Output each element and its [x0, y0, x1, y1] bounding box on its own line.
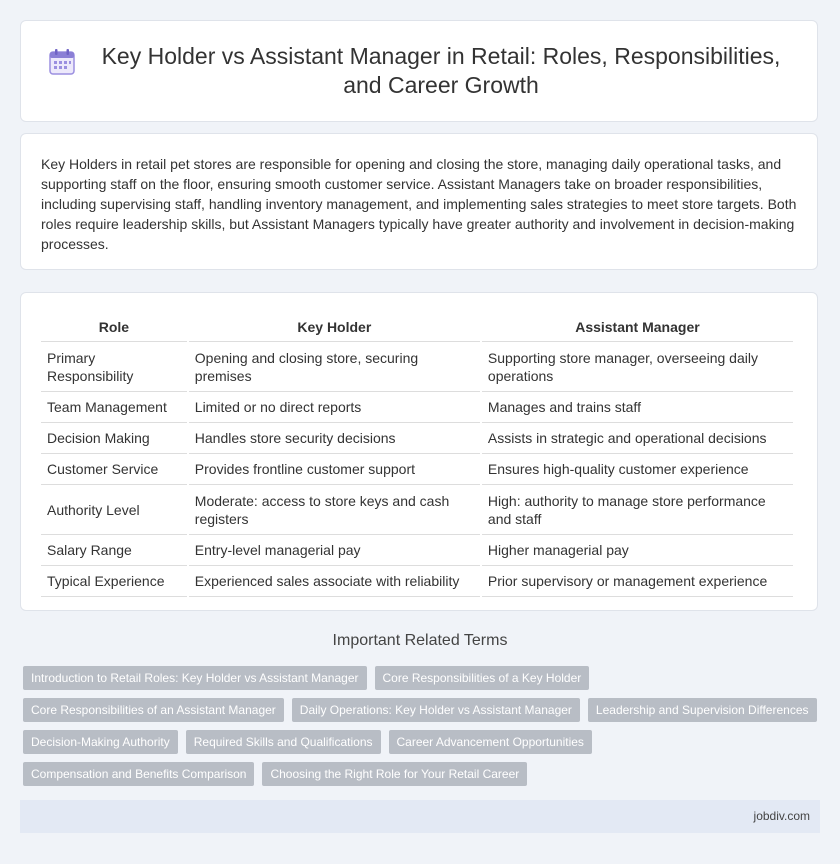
table-cell: Customer Service: [41, 454, 187, 485]
table-cell: Entry-level managerial pay: [189, 535, 480, 566]
intro-paragraph: Key Holders in retail pet stores are responsible for opening and closing the store, managing daily operational tasks, and supporting staff on the floor, ensuring smooth customer service. Assistant Managers take on broader responsibilities, including supervising staff, handling inventory management, and implementing sales strategies to meet store targets. Both roles require leadership skills, but Assistant Managers typically have greater authority and involvement in decision-making processes.: [41, 156, 797, 252]
comparison-table: [39, 309, 795, 597]
related-term-tag[interactable]: Career Advancement Opportunities: [389, 730, 592, 754]
table-cell: Salary Range: [41, 535, 187, 566]
related-term-tag[interactable]: Decision-Making Authority: [23, 730, 178, 754]
table-cell: Typical Experience: [41, 566, 187, 597]
footer: [20, 800, 820, 833]
table-row: [41, 342, 793, 392]
related-term-tag[interactable]: Introduction to Retail Roles: Key Holder vs Assistant Manager: [23, 666, 367, 690]
table-header-row: [41, 309, 793, 342]
table-cell: Limited or no direct reports: [189, 392, 480, 423]
table-cell: High: authority to manage store performance and staff: [482, 485, 793, 535]
related-term-tag[interactable]: Daily Operations: Key Holder vs Assistant Manager: [292, 698, 580, 722]
header-key-holder: Key Holder: [189, 309, 480, 342]
related-terms-tags: [23, 666, 823, 794]
table-cell: Manages and trains staff: [482, 392, 793, 423]
table-row: [41, 535, 793, 566]
table-row: [41, 485, 793, 535]
table-row: [41, 454, 793, 485]
calendar-icon: [47, 47, 77, 77]
table-row: [41, 566, 793, 597]
table-cell: Opening and closing store, securing premises: [189, 342, 480, 392]
related-term-tag[interactable]: Core Responsibilities of an Assistant Manager: [23, 698, 284, 722]
table-row: [41, 423, 793, 454]
related-terms-title: Important Related Terms: [332, 632, 508, 649]
table-cell: Assists in strategic and operational decisions: [482, 423, 793, 454]
table-cell: Team Management: [41, 392, 187, 423]
header-role: Role: [41, 309, 187, 342]
related-term-tag[interactable]: Leadership and Supervision Differences: [588, 698, 817, 722]
header-assistant-manager: Assistant Manager: [482, 309, 793, 342]
page-title: Key Holder vs Assistant Manager in Retail: Roles, Responsibilities, and Career Growth: [101, 43, 781, 98]
related-term-tag[interactable]: Required Skills and Qualifications: [186, 730, 381, 754]
title-card: [20, 20, 818, 122]
table-cell: Handles store security decisions: [189, 423, 480, 454]
table-cell: Decision Making: [41, 423, 187, 454]
title-wrap: [21, 42, 817, 100]
related-term-tag[interactable]: Core Responsibilities of a Key Holder: [375, 666, 590, 690]
table-cell: Ensures high-quality customer experience: [482, 454, 793, 485]
comparison-table-card: [20, 292, 818, 611]
intro-card: [20, 133, 818, 270]
table-cell: Authority Level: [41, 485, 187, 535]
table-cell: Supporting store manager, overseeing daily operations: [482, 342, 793, 392]
footer-site-link[interactable]: jobdiv.com: [753, 809, 810, 823]
tag-row: [23, 762, 823, 786]
table-cell: Higher managerial pay: [482, 535, 793, 566]
table-cell: Provides frontline customer support: [189, 454, 480, 485]
tag-row: [23, 698, 823, 722]
table-cell: Primary Responsibility: [41, 342, 187, 392]
related-term-tag[interactable]: Compensation and Benefits Comparison: [23, 762, 254, 786]
table-row: [41, 392, 793, 423]
tag-row: [23, 730, 823, 754]
related-term-tag[interactable]: Choosing the Right Role for Your Retail Career: [262, 762, 527, 786]
tag-row: [23, 666, 823, 690]
table-cell: Moderate: access to store keys and cash registers: [189, 485, 480, 535]
table-cell: Prior supervisory or management experience: [482, 566, 793, 597]
table-cell: Experienced sales associate with reliability: [189, 566, 480, 597]
